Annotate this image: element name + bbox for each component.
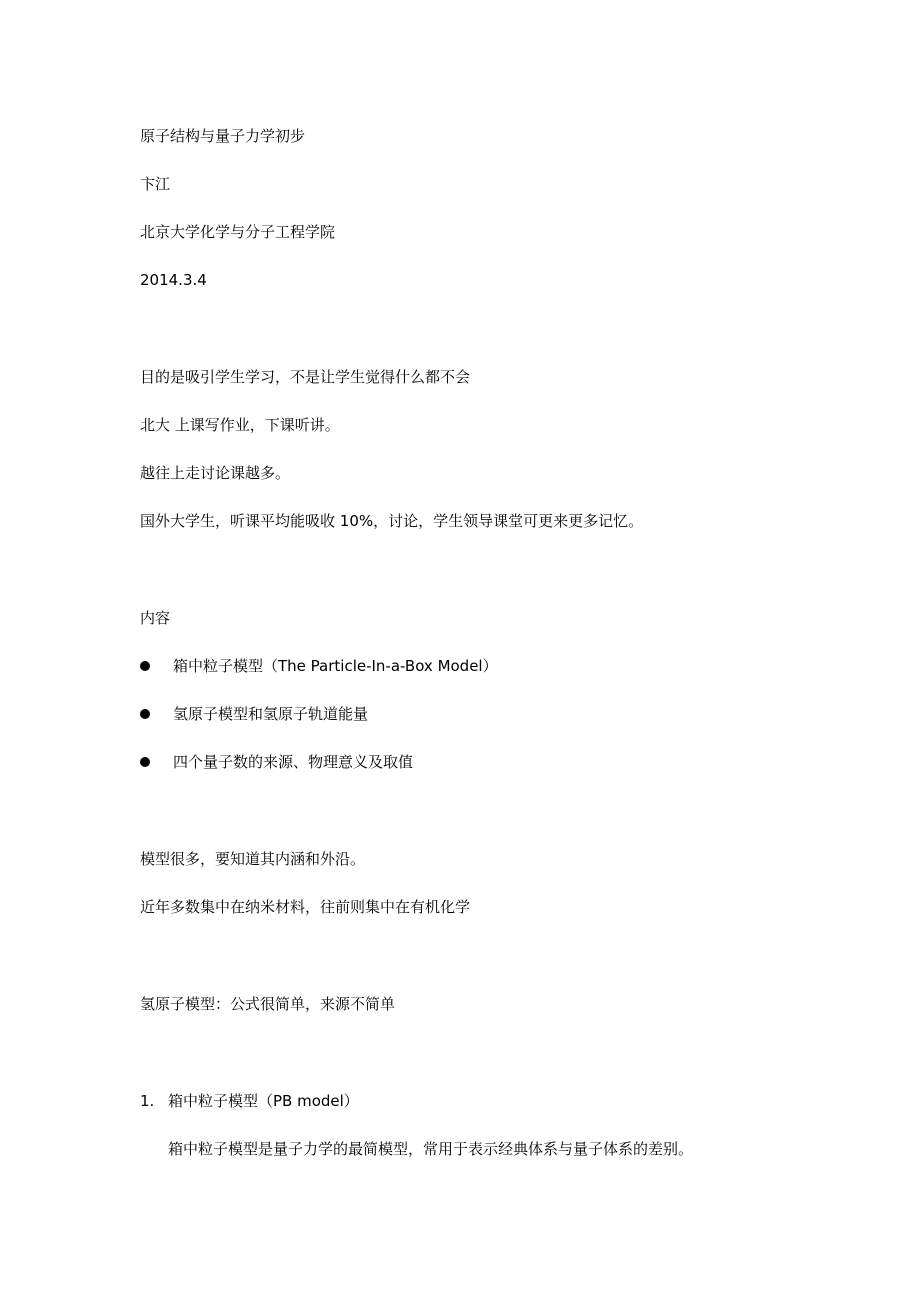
- note-line: 国外大学生，听课平均能吸收 10%，讨论，学生领导课堂可更来更多记忆。: [140, 512, 644, 530]
- note-line: 越往上走讨论课越多。: [140, 464, 291, 482]
- list-item-text: 箱中粒子模型（The Particle-In-a-Box Model）: [173, 657, 498, 675]
- section-number: 1.: [140, 1092, 155, 1110]
- doc-date: 2014.3.4: [140, 271, 207, 289]
- remark-line: 模型很多，要知道其内涵和外沿。: [140, 850, 366, 868]
- remark-line: 近年多数集中在纳米材料，往前则集中在有机化学: [140, 898, 471, 916]
- section-body: 箱中粒子模型是量子力学的最简模型，常用于表示经典体系与量子体系的差别。: [168, 1140, 694, 1158]
- note-line: 目的是吸引学生学习，不是让学生觉得什么都不会: [140, 368, 471, 386]
- contents-heading: 内容: [140, 609, 171, 627]
- remark-line: 氢原子模型：公式很简单，来源不简单: [140, 995, 396, 1013]
- list-item-text: 四个量子数的来源、物理意义及取值: [173, 753, 414, 771]
- doc-affiliation: 北京大学化学与分子工程学院: [140, 223, 336, 241]
- list-item-text: 氢原子模型和氢原子轨道能量: [173, 705, 369, 723]
- doc-author: 卞江: [140, 175, 171, 193]
- bullet-icon: [140, 757, 150, 767]
- doc-title: 原子结构与量子力学初步: [140, 127, 306, 145]
- section-title: 箱中粒子模型（PB model）: [168, 1092, 359, 1110]
- bullet-icon: [140, 709, 150, 719]
- bullet-icon: [140, 661, 150, 671]
- note-line: 北大 上课写作业，下课听讲。: [140, 416, 340, 434]
